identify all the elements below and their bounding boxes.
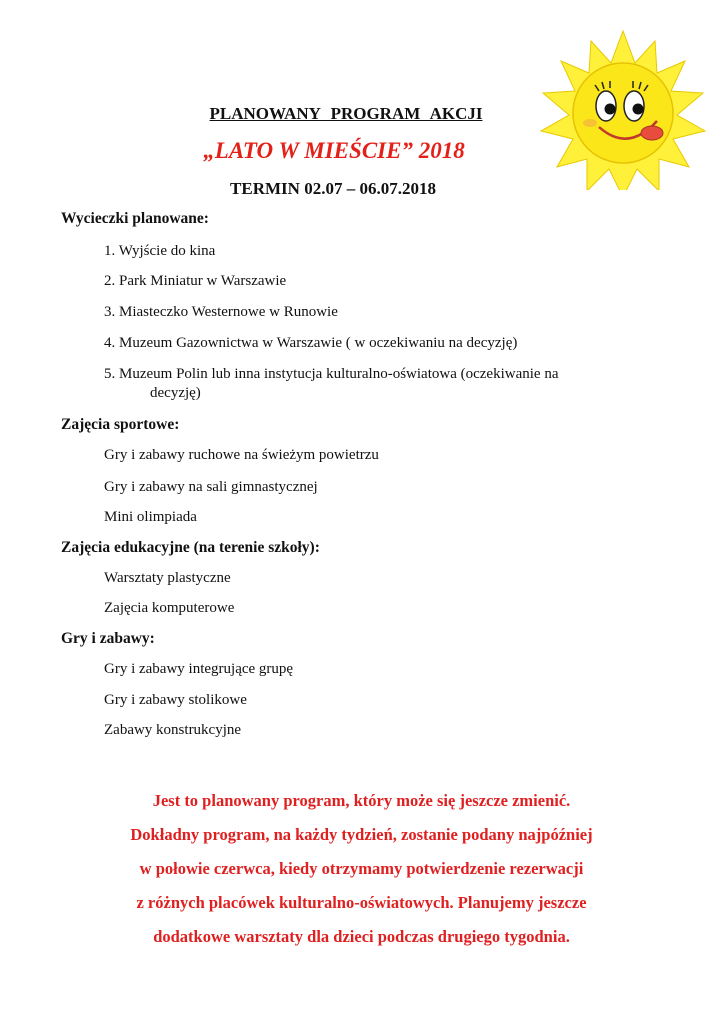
heading-sportowe: Zajęcia sportowe: <box>61 416 180 433</box>
list-item: Gry i zabawy stolikowe <box>104 692 247 708</box>
list-item: Gry i zabawy integrujące grupę <box>104 661 294 677</box>
notice-line: Dokładny program, na każdy tydzień, zostanie podany najpóźniej <box>130 825 593 844</box>
list-item: Warsztaty plastyczne <box>104 570 231 586</box>
list-item: Mini olimpiada <box>104 509 197 525</box>
list-item: 5. Muzeum Polin lub inna instytucja kulturalno-oświatowa (oczekiwanie na <box>104 366 559 382</box>
list-item: 3. Miasteczko Westernowe w Runowie <box>104 304 338 320</box>
heading-wycieczki: Wycieczki planowane: <box>61 210 209 227</box>
list-item: 1. Wyjście do kina <box>104 243 216 259</box>
notice-line: z różnych placówek kulturalno-oświatowych. Planujemy jeszcze <box>136 893 587 912</box>
list-item-continuation: decyzję) <box>150 385 201 401</box>
program-change-notice <box>0 784 723 954</box>
notice-line: w połowie czerwca, kiedy otrzymamy potwierdzenie rezerwacji <box>139 859 584 878</box>
event-name: „LATO W MIEŚCIE” 2018 <box>203 138 465 163</box>
heading-gry: Gry i zabawy: <box>61 630 155 647</box>
event-dates: TERMIN 02.07 – 06.07.2018 <box>230 179 436 198</box>
list-item: Gry i zabawy ruchowe na świeżym powietrzu <box>104 447 379 463</box>
notice-line: dodatkowe warsztaty dla dzieci podczas drugiego tygodnia. <box>153 927 570 946</box>
list-item: Zabawy konstrukcyjne <box>104 722 242 738</box>
notice-line: Jest to planowany program, który może się jeszcze zmienić. <box>152 791 571 810</box>
list-item: 2. Park Miniatur w Warszawie <box>104 273 287 289</box>
list-item: Zajęcia komputerowe <box>104 600 235 616</box>
heading-edukacyjne: Zajęcia edukacyjne (na terenie szkoły): <box>61 539 320 556</box>
program-title: PLANOWANY PROGRAM AKCJI <box>209 104 483 123</box>
list-item: 4. Muzeum Gazownictwa w Warszawie ( w oczekiwaniu na decyzję) <box>104 335 518 351</box>
list-item: Gry i zabawy na sali gimnastycznej <box>104 479 318 495</box>
